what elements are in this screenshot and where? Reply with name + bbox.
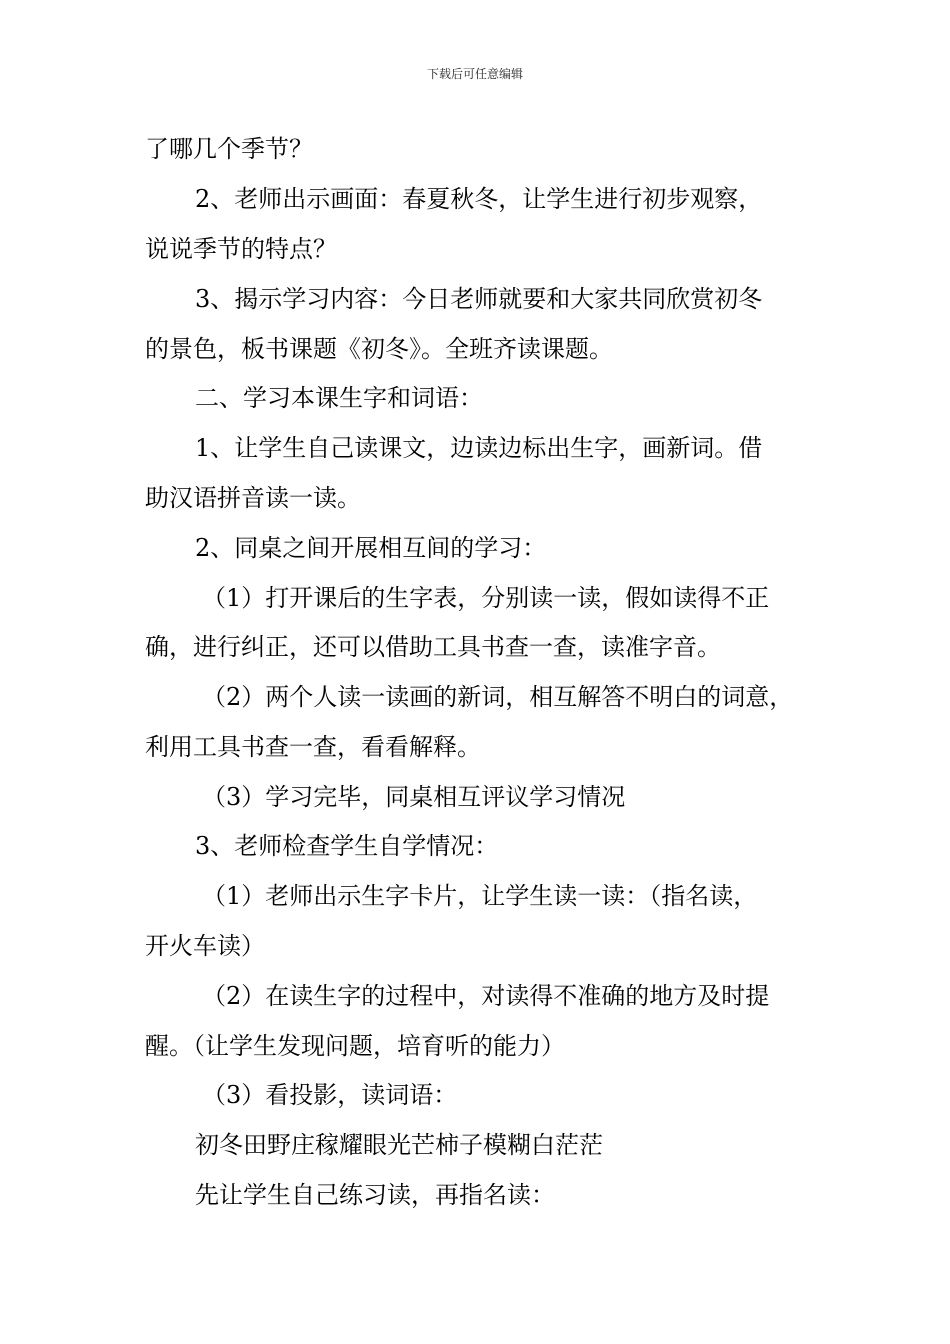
text-line: 醒。（让学生发现问题，培育听的能力） — [145, 1032, 565, 1060]
text-line: 利用工具书查一查，看看解释。 — [145, 733, 481, 761]
vocabulary-line: 初冬田野庄稼耀眼光芒柿子模糊白茫茫 — [195, 1131, 603, 1159]
section-heading: 二、学习本课生字和词语： — [195, 384, 483, 412]
text-line: 先让学生自己练习读，再指名读： — [195, 1181, 555, 1209]
text-line: 2、同桌之间开展相互间的学习： — [195, 534, 547, 562]
text-line: 3、老师检查学生自学情况： — [195, 832, 499, 860]
text-line: 的景色，板书课题《初冬》。全班齐读课题。 — [145, 335, 613, 363]
text-line: 说说季节的特点？ — [145, 235, 337, 263]
page-header-note: 下载后可任意编辑 — [426, 67, 523, 81]
text-line: 1、让学生自己读课文，边读边标出生字，画新词。借 — [195, 434, 763, 462]
text-line: 3、揭示学习内容：今日老师就要和大家共同欣赏初冬 — [195, 285, 763, 313]
text-line: 确，进行纠正，还可以借助工具书查一查，读准字音。 — [145, 633, 721, 661]
text-line: 了哪几个季节？ — [145, 135, 313, 163]
text-line: （1）老师出示生字卡片，让学生读一读：（指名读， — [202, 882, 758, 910]
text-line: （3）学习完毕，同桌相互评议学习情况 — [202, 783, 626, 811]
text-line: （1）打开课后的生字表，分别读一读，假如读得不正 — [202, 584, 770, 612]
text-line: 助汉语拼音读一读。 — [145, 484, 361, 512]
text-line: （2）两个人读一读画的新词，相互解答不明白的词意， — [202, 683, 794, 711]
text-line: （3）看投影，读词语： — [202, 1081, 458, 1109]
text-line: （2）在读生字的过程中，对读得不准确的地方及时提 — [202, 982, 770, 1010]
text-line: 2、老师出示画面：春夏秋冬，让学生进行初步观察， — [195, 185, 763, 213]
text-line: 开火车读） — [145, 932, 265, 960]
